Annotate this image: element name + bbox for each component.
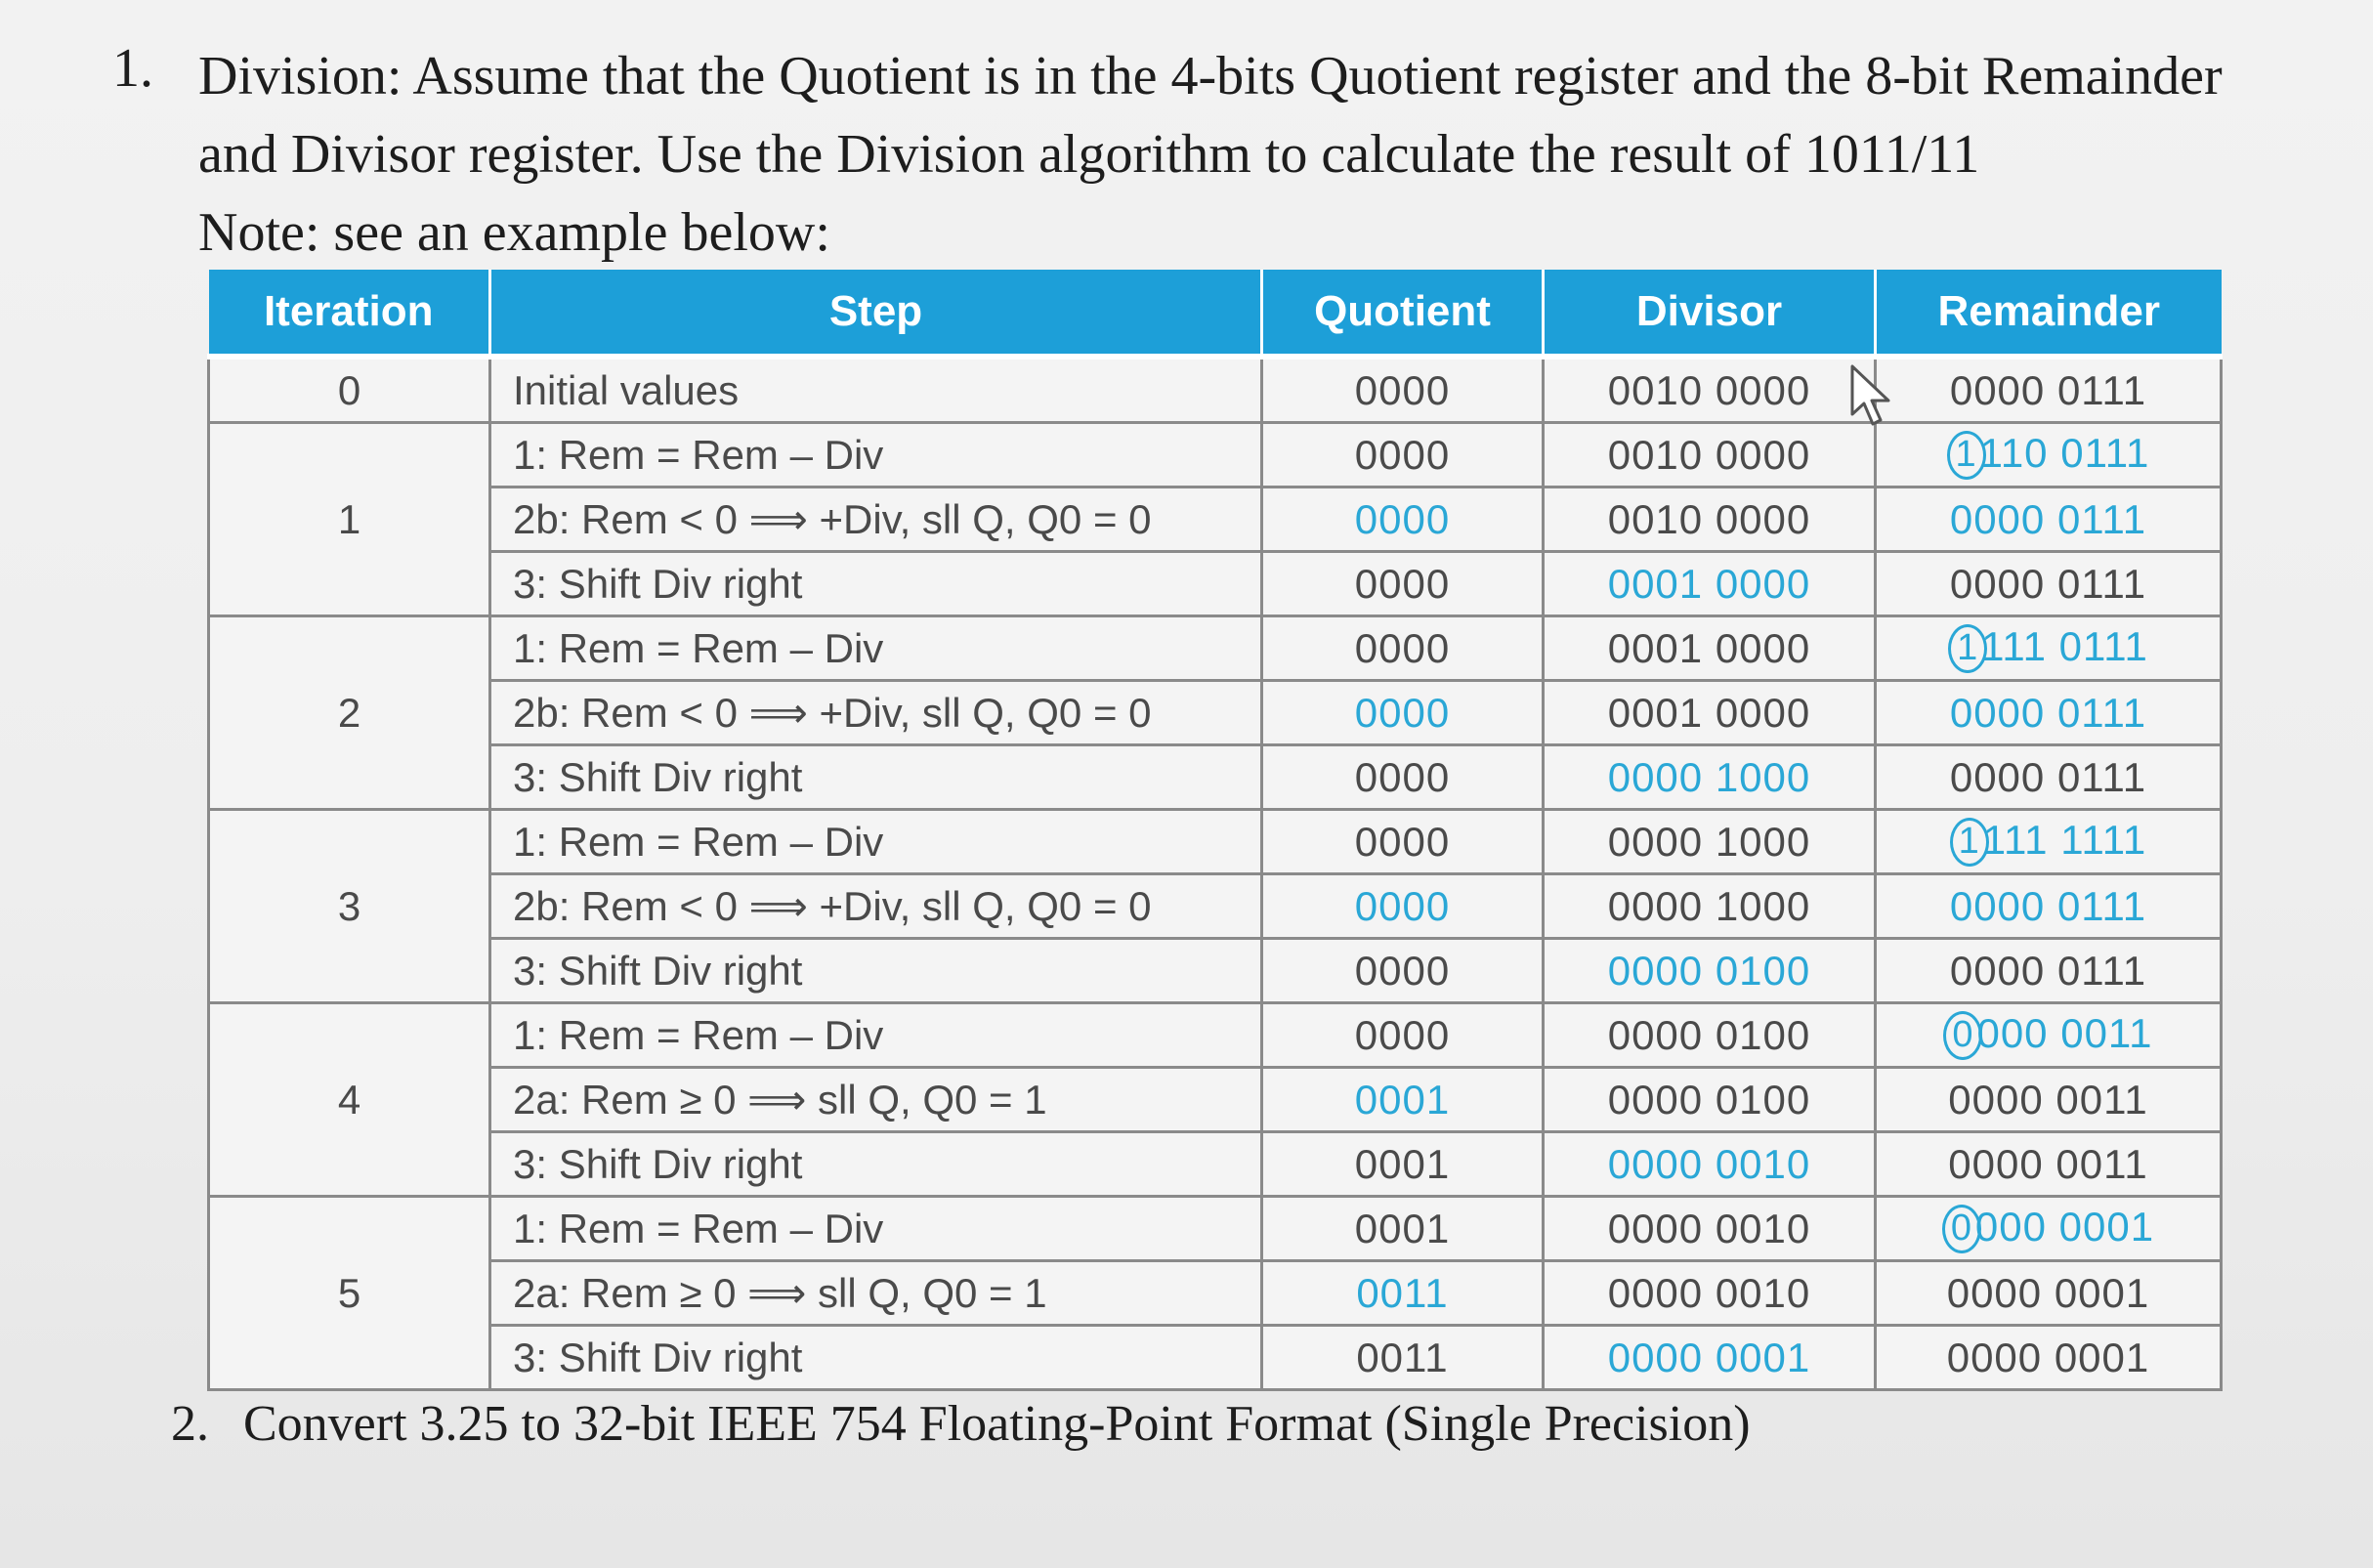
iteration-cell: 0 xyxy=(209,357,490,423)
step-cell: 1: Rem = Rem – Div xyxy=(490,423,1262,487)
table-row xyxy=(209,810,2222,874)
remainder-cell xyxy=(1876,423,2222,487)
header-quotient: Quotient xyxy=(1262,270,1544,357)
step-cell: 2a: Rem ≥ 0 ⟹ sll Q, Q0 = 1 xyxy=(490,1068,1262,1132)
remainder-cell xyxy=(1876,1197,2222,1261)
table-row xyxy=(209,1326,2222,1390)
step-cell: 3: Shift Div right xyxy=(490,1326,1262,1390)
table-row xyxy=(209,357,2222,423)
quotient-cell: 0001 xyxy=(1262,1197,1544,1261)
table-row xyxy=(209,423,2222,487)
iteration-cell: 1 xyxy=(209,423,490,616)
divisor-cell: 0001 0000 xyxy=(1544,552,1876,616)
header-divisor: Divisor xyxy=(1544,270,1876,357)
divisor-cell: 0000 1000 xyxy=(1544,874,1876,939)
divisor-cell: 0000 0010 xyxy=(1544,1132,1876,1197)
table-row xyxy=(209,1132,2222,1197)
remainder-cell: 0000 0001 xyxy=(1876,1261,2222,1326)
step-cell: Initial values xyxy=(490,357,1262,423)
remainder-cell: 0000 0011 xyxy=(1876,1132,2222,1197)
divisor-cell: 0000 0100 xyxy=(1544,939,1876,1003)
remainder-cell: 0000 0111 xyxy=(1876,681,2222,745)
table-row xyxy=(209,1003,2222,1068)
step-cell: 1: Rem = Rem – Div xyxy=(490,1197,1262,1261)
divisor-cell: 0010 0000 xyxy=(1544,423,1876,487)
remainder-cell xyxy=(1876,1003,2222,1068)
table-row xyxy=(209,745,2222,810)
divisor-cell: 0000 0100 xyxy=(1544,1003,1876,1068)
division-example-table xyxy=(207,270,2223,1391)
table-row xyxy=(209,681,2222,745)
divisor-cell: 0000 0001 xyxy=(1544,1326,1876,1390)
step-cell: 2a: Rem ≥ 0 ⟹ sll Q, Q0 = 1 xyxy=(490,1261,1262,1326)
step-cell: 1: Rem = Rem – Div xyxy=(490,616,1262,681)
question-1-number: 1. xyxy=(112,38,153,99)
table-row xyxy=(209,1261,2222,1326)
remainder-cell: 0000 0111 xyxy=(1876,552,2222,616)
table-header-row xyxy=(209,270,2222,357)
remainder-cell xyxy=(1876,616,2222,681)
divisor-cell: 0000 0100 xyxy=(1544,1068,1876,1132)
question-1-note: Note: see an example below: xyxy=(198,202,830,263)
quotient-cell: 0000 xyxy=(1262,552,1544,616)
header-iteration: Iteration xyxy=(209,270,490,357)
iteration-cell: 2 xyxy=(209,616,490,810)
step-cell: 2b: Rem < 0 ⟹ +Div, sll Q, Q0 = 0 xyxy=(490,874,1262,939)
quotient-cell: 0001 xyxy=(1262,1068,1544,1132)
divisor-cell: 0010 0000 xyxy=(1544,357,1876,423)
step-cell: 3: Shift Div right xyxy=(490,552,1262,616)
step-cell: 1: Rem = Rem – Div xyxy=(490,1003,1262,1068)
remainder-cell xyxy=(1876,810,2222,874)
remainder-cell: 0000 0111 xyxy=(1876,874,2222,939)
divisor-cell: 0000 0010 xyxy=(1544,1197,1876,1261)
remainder-rest: 000 0011 xyxy=(1976,1009,2153,1056)
remainder-rest: 111 1111 xyxy=(1982,816,2147,863)
divisor-cell: 0010 0000 xyxy=(1544,487,1876,552)
iteration-cell: 4 xyxy=(209,1003,490,1197)
step-cell: 3: Shift Div right xyxy=(490,939,1262,1003)
remainder-cell: 0000 0111 xyxy=(1876,487,2222,552)
remainder-cell: 0000 0011 xyxy=(1876,1068,2222,1132)
question-2 xyxy=(171,1395,1751,1453)
question-1-line-1: Division: Assume that the Quotient is in the 4-bits Quotient register and the 8-bit Remainder xyxy=(198,46,2223,106)
iteration-cell: 5 xyxy=(209,1197,490,1390)
quotient-cell: 0000 xyxy=(1262,681,1544,745)
step-cell: 1: Rem = Rem – Div xyxy=(490,810,1262,874)
table-row xyxy=(209,616,2222,681)
quotient-cell: 0000 xyxy=(1262,616,1544,681)
mouse-pointer-icon xyxy=(1849,363,1894,428)
quotient-cell: 0000 xyxy=(1262,874,1544,939)
divisor-cell: 0001 0000 xyxy=(1544,681,1876,745)
division-example-table-wrap xyxy=(207,270,2220,1383)
quotient-cell: 0000 xyxy=(1262,1003,1544,1068)
divisor-cell: 0000 1000 xyxy=(1544,745,1876,810)
divisor-cell: 0000 0010 xyxy=(1544,1261,1876,1326)
quotient-cell: 0011 xyxy=(1262,1326,1544,1390)
header-remainder: Remainder xyxy=(1876,270,2222,357)
step-cell: 3: Shift Div right xyxy=(490,745,1262,810)
quotient-cell: 0000 xyxy=(1262,487,1544,552)
step-cell: 3: Shift Div right xyxy=(490,1132,1262,1197)
sign-bit-circle: 0 xyxy=(1942,1205,1981,1253)
quotient-cell: 0000 xyxy=(1262,939,1544,1003)
remainder-cell: 0000 0001 xyxy=(1876,1326,2222,1390)
remainder-rest: 000 0001 xyxy=(1974,1203,2155,1250)
question-2-number: 2. xyxy=(171,1396,209,1452)
header-step: Step xyxy=(490,270,1262,357)
quotient-cell: 0001 xyxy=(1262,1132,1544,1197)
table-row xyxy=(209,874,2222,939)
quotient-cell: 0000 xyxy=(1262,357,1544,423)
table-row xyxy=(209,1197,2222,1261)
quotient-cell: 0000 xyxy=(1262,423,1544,487)
table-row xyxy=(209,939,2222,1003)
sign-bit-circle: 1 xyxy=(1948,624,1987,673)
divisor-cell: 0001 0000 xyxy=(1544,616,1876,681)
remainder-rest: 110 0111 xyxy=(1979,429,2150,476)
table-row xyxy=(209,487,2222,552)
sign-bit-circle: 1 xyxy=(1950,818,1989,867)
question-2-text: Convert 3.25 to 32-bit IEEE 754 Floating-Point Format (Single Precision) xyxy=(243,1396,1751,1452)
quotient-cell: 0000 xyxy=(1262,810,1544,874)
table-row xyxy=(209,552,2222,616)
iteration-cell: 3 xyxy=(209,810,490,1003)
quotient-cell: 0000 xyxy=(1262,745,1544,810)
remainder-cell: 0000 0111 xyxy=(1876,939,2222,1003)
sign-bit-circle: 0 xyxy=(1943,1011,1982,1060)
quotient-cell: 0011 xyxy=(1262,1261,1544,1326)
step-cell: 2b: Rem < 0 ⟹ +Div, sll Q, Q0 = 0 xyxy=(490,681,1262,745)
sign-bit-circle: 1 xyxy=(1947,431,1986,480)
table-row xyxy=(209,1068,2222,1132)
step-cell: 2b: Rem < 0 ⟹ +Div, sll Q, Q0 = 0 xyxy=(490,487,1262,552)
divisor-cell: 0000 1000 xyxy=(1544,810,1876,874)
remainder-rest: 111 0111 xyxy=(1981,622,2148,669)
remainder-cell: 0000 0111 xyxy=(1876,357,2222,423)
question-1-line-2: and Divisor register. Use the Division algorithm to calculate the result of 1011/11 xyxy=(198,124,1980,185)
remainder-cell: 0000 0111 xyxy=(1876,745,2222,810)
